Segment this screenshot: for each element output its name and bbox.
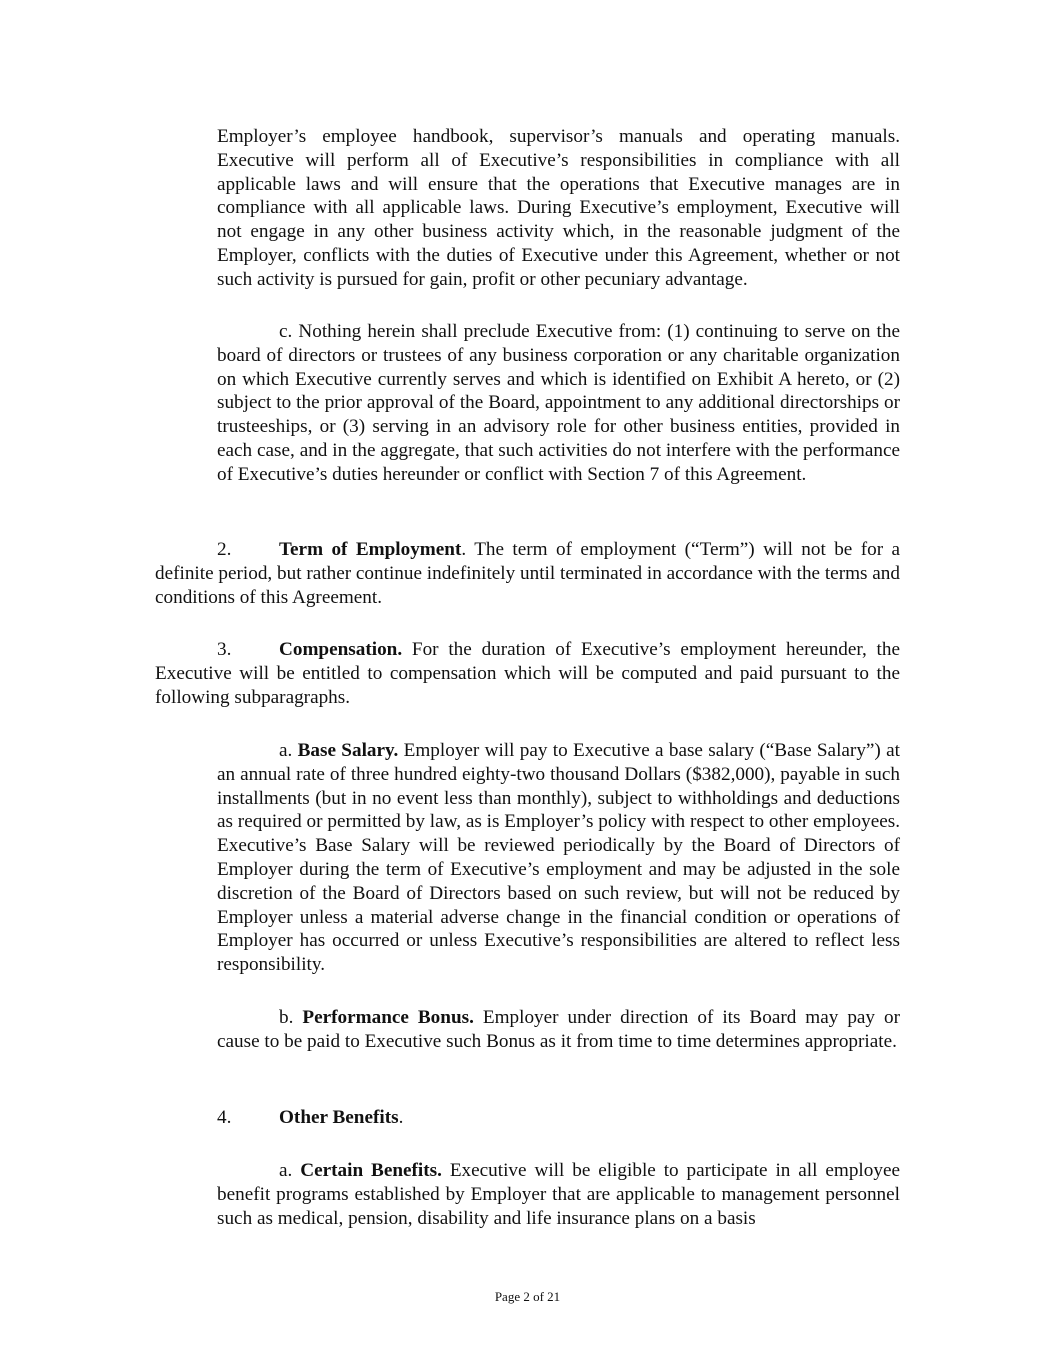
section-number: 2. (217, 539, 232, 560)
section-number: 3. (217, 639, 232, 660)
section-heading: Other Benefits (279, 1107, 399, 1128)
paragraph-1b-continuation: Employer’s employee handbook, supervisor’s manuals and operating manuals. Executive will perform all of Executive’s responsibilities in compliance with all applicable laws and will ensure that the operations that Executive manages are in compliance with all applicable laws. During Executive’s employment, Executive will not engage in any other business activity which, in the reasonable judgment of the Employer, conflicts with the duties of Executive under this Agreement, whether or not such activity is pursued for gain, profit or other pecuniary advantage. (217, 126, 900, 290)
subsection-text: Executive will be eligible to participate in all employee benefit programs established by Employer that are applicable to management personnel such as medical, pension, disability and life insurance plans on a basis (217, 1160, 900, 1229)
section-number: 4. (217, 1107, 232, 1128)
section-heading: Compensation. (279, 639, 403, 660)
page-number-footer: Page 2 of 21 (494, 1289, 561, 1304)
subsection-text: Employer under direction of its Board may pay or cause to be paid to Executive such Bonus as it from time to time determines appropriate. (217, 1007, 900, 1052)
section-text: For the duration of Executive’s employment hereunder, the Executive will be entitled to compensation which will be computed and paid pursuant to the following subparagraphs. (155, 639, 900, 708)
subsection-text: Employer will pay to Executive a base salary (“Base Salary”) at an annual rate of three hundred eighty-two thousand Dollars ($382,000), payable in such installments (but in no event less than monthly), subject to withholdings and deductions as required or permitted by law, as is Employer’s policy with respect to other employees. Executive’s Base Salary will be reviewed periodically by the Board of Directors of Employer during the term of Executive’s employment and may be adjusted in the sole discretion of the Board of Directors based on such review, but will not be reduced by Employer unless a material adverse change in the financial condition or operations of Employer has occurred or unless Executive’s responsibilities are altered to reflect less responsibility. (217, 740, 900, 976)
section-text: . (398, 1107, 404, 1128)
section-3a-base-salary (217, 739, 900, 977)
section-3-compensation (155, 638, 900, 709)
subsection-heading: Certain Benefits. (300, 1160, 442, 1181)
subsection-prefix: a. (279, 1160, 301, 1181)
paragraph-1c: c. Nothing herein shall preclude Executive from: (1) continuing to serve on the board of directors or trustees of any business corporation or any charitable organization on which Executive currently serves and which is identified on Exhibit A hereto, or (2) subject to the prior approval of the Board, appointment to any additional directorships or trusteeships, or (3) serving in an advisory role for other business entities, provided in each case, and in the aggregate, that such activities do not interfere with the performance of Executive’s duties hereunder or conflict with Section 7 of this Agreement. (217, 321, 900, 485)
subsection-prefix: b. (279, 1007, 303, 1028)
subsection-prefix: a. (279, 740, 298, 761)
section-4-other-benefits (217, 1106, 900, 1130)
section-2-term-of-employment (155, 538, 900, 609)
section-4a-certain-benefits (217, 1159, 900, 1230)
section-text: . The term of employment (“Term”) will not be for a definite period, but rather continue indefinitely until terminated in accordance with the terms and conditions of this Agreement. (155, 539, 900, 608)
section-heading: Term of Employment (279, 539, 462, 560)
section-3b-performance-bonus (217, 1006, 900, 1054)
subsection-heading: Performance Bonus. (302, 1007, 474, 1028)
subsection-heading: Base Salary. (297, 740, 399, 761)
